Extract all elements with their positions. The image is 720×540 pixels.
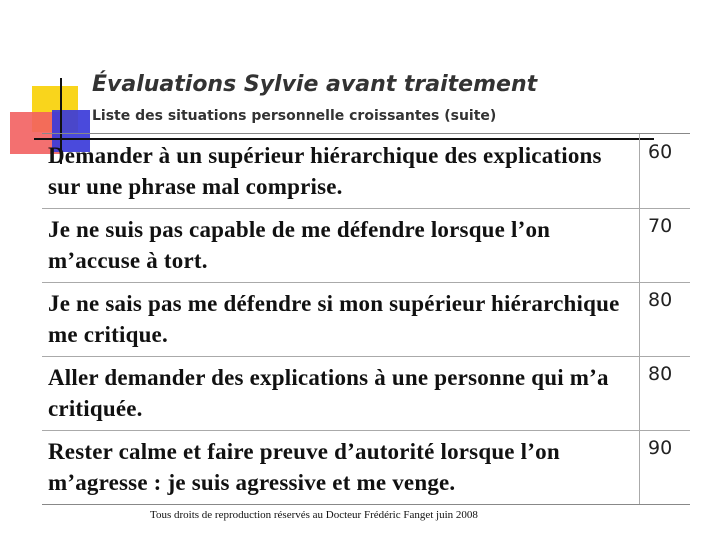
table-row	[42, 356, 690, 431]
anxiety-score: 80	[648, 363, 673, 385]
column-divider	[639, 356, 640, 430]
situation-text: Je ne suis pas capable de me défendre lorsque l’on m’accuse à tort.	[48, 217, 551, 273]
situations-table	[42, 133, 690, 505]
situation-text: Je ne sais pas me défendre si mon supérieur hiérarchique me critique.	[48, 291, 620, 347]
situation-text: Demander à un supérieur hiérarchique des explications sur une phrase mal comprise.	[48, 143, 602, 199]
anxiety-score: 60	[648, 141, 673, 163]
column-divider	[639, 430, 640, 504]
table-row	[42, 134, 690, 209]
table-row	[42, 430, 690, 504]
slide-subtitle: Liste des situations personnelle croissantes (suite)	[92, 108, 497, 124]
column-divider	[639, 282, 640, 356]
table-row	[42, 282, 690, 357]
anxiety-score: 70	[648, 215, 673, 237]
situation-text: Aller demander des explications à une personne qui m’a critiquée.	[48, 365, 609, 421]
column-divider	[639, 208, 640, 282]
slide-title: Évaluations Sylvie avant traitement	[92, 72, 538, 97]
table-row	[42, 208, 690, 283]
column-divider	[639, 134, 640, 208]
anxiety-score: 80	[648, 289, 673, 311]
anxiety-score: 90	[648, 437, 673, 459]
situation-text: Rester calme et faire preuve d’autorité lorsque l’on m’agresse : je suis agressive et me venge.	[48, 439, 560, 495]
copyright-footer: Tous droits de reproduction réservés au Docteur Frédéric Fanget juin 2008	[150, 509, 478, 521]
